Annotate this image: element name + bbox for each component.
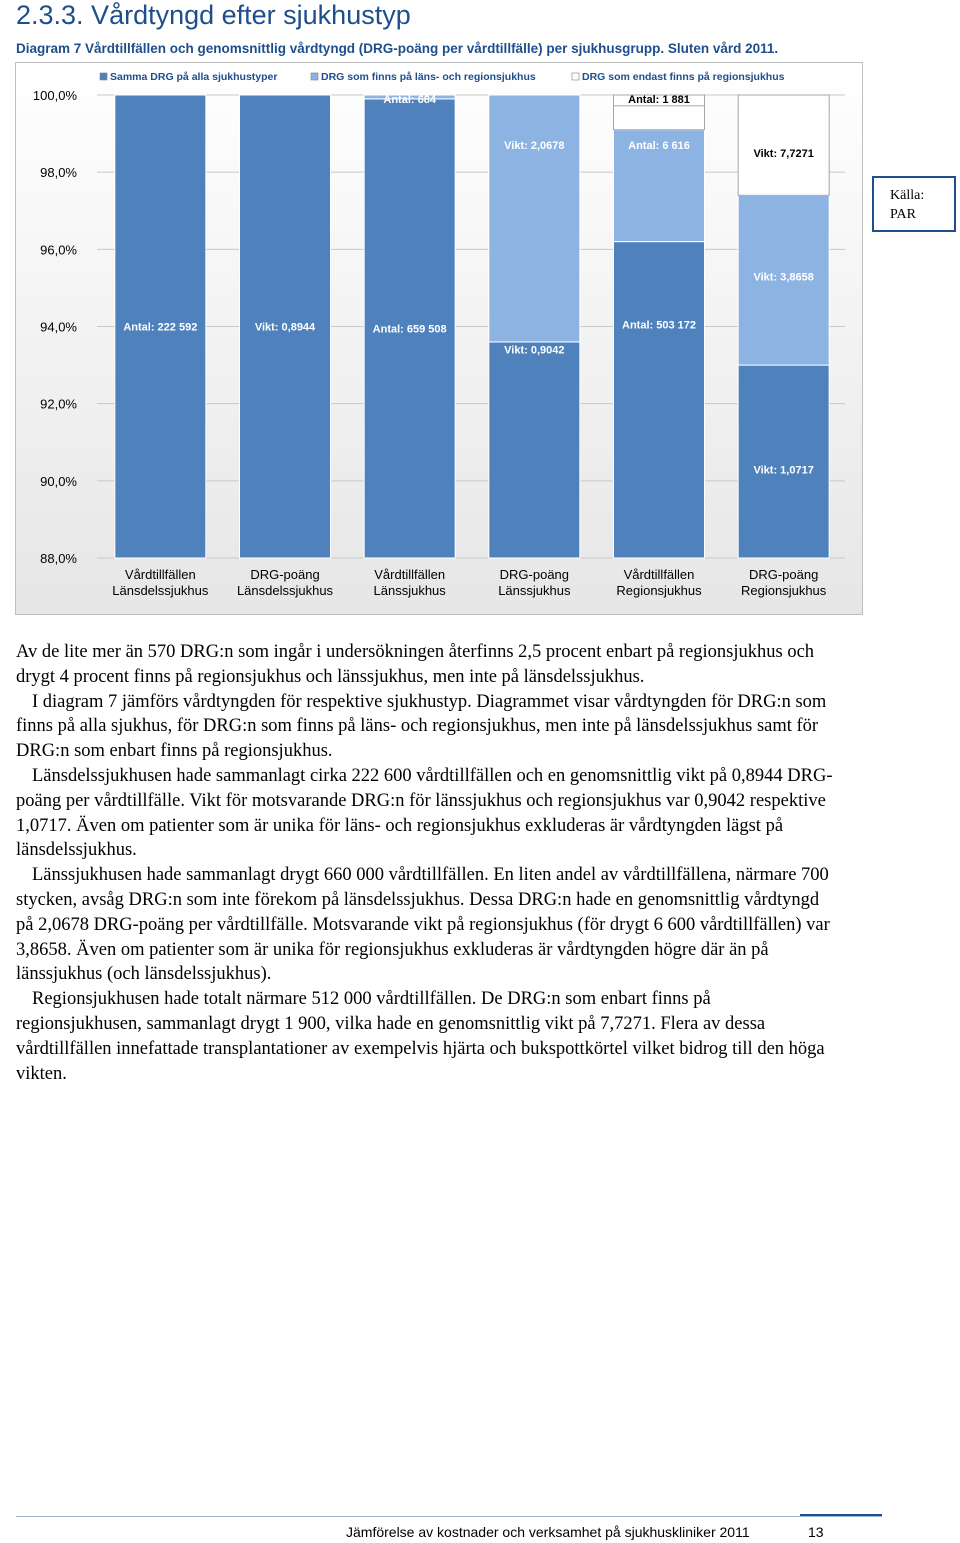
paragraph-4: Länssjukhusen hade sammanlagt drygt 660 000 vårdtillfällen. En liten andel av vårdtillfällena, närmare 700 stycken, avsåg DRG:n som inte förekom på länsdelssjukhus. Dessa DRG:n hade en genomsnittlig vårdtyngd på 2,0678 DRG-poäng per vårdtillfälle. Motsvarande vikt på regionsjukhus (för drygt 6 600 vårdtillfällen) var 3,8658. Även om patienter som är unika för regionsjukhus exkluderas är vårdtyngden högre där än på länssjukhus (och länsdelssjukhus). <box>16 865 830 985</box>
x-tick-label: Länsdelssjukhus <box>112 583 209 598</box>
stacked-bar-chart <box>15 62 863 615</box>
chart-caption: Diagram 7 Vårdtillfällen och genomsnittlig vårdtyngd (DRG-poäng per vårdtillfälle) per sjukhusgrupp. Sluten vård 2011. <box>16 41 779 56</box>
y-tick-label: 88,0% <box>40 551 77 566</box>
y-tick-label: 92,0% <box>40 396 77 412</box>
data-label: Antal: 6 616 <box>628 140 690 153</box>
data-label: Antal: 684 <box>383 93 436 106</box>
legend-label: DRG som endast finns på regionsjukhus <box>582 71 785 83</box>
data-label: Antal: 503 172 <box>622 319 696 332</box>
bar-segment <box>738 365 829 558</box>
footer-title: Jämförelse av kostnader och verksamhet på sjukhuskliniker 2011 <box>346 1524 750 1540</box>
legend-label: Samma DRG på alla sjukhustyper <box>110 71 278 83</box>
paragraph-2: I diagram 7 jämförs vårdtyngden för respektive sjukhustyp. Diagrammet visar vårdtyngden för DRG:n som finns på alla sjukhus, för DRG:n som finns på läns- och regionsjukhus, men inte på länsdelssjukhus samt för DRG:n som enbart finns på regionsjukhus. <box>16 691 827 762</box>
section-heading: 2.3.3. Vårdtyngd efter sjukhustyp <box>16 0 411 30</box>
chart-legend <box>100 71 785 83</box>
source-label: Källa: <box>890 188 925 203</box>
data-label: Vikt: 0,8944 <box>254 321 316 334</box>
y-tick-label: 96,0% <box>40 242 77 258</box>
x-tick-label: Länsdelssjukhus <box>236 583 334 598</box>
footer-divider <box>16 1516 882 1517</box>
data-label: Vikt: 3,8658 <box>753 271 814 284</box>
x-tick-label: Vårdtillfällen <box>124 567 196 582</box>
bar-segment <box>614 242 705 558</box>
y-tick-label: 94,0% <box>40 319 77 335</box>
x-tick-label: Regionsjukhus <box>616 583 702 598</box>
legend-swatch <box>100 73 107 80</box>
paragraph-3: Länsdelssjukhusen hade sammanlagt cirka 222 600 vårdtillfällen och en genomsnittlig vikt på 0,8944 DRG-poäng per vårdtillfälle. Vikt för motsvarande DRG:n för länssjukhus och regionsjukhus var 0,9042 respektive 1,0717. Även om patienter som är unika för läns- och regionsjukhus exkluderas är vårdtyngden lägst på länsdelssjukhus. <box>16 765 833 861</box>
y-tick-label: 98,0% <box>40 165 77 181</box>
x-tick-label: DRG-poäng <box>748 567 819 582</box>
x-tick-label: Regionsjukhus <box>741 583 827 598</box>
legend-label: DRG som finns på läns- och regionsjukhus <box>321 71 536 83</box>
data-label: Vikt: 2,0678 <box>504 140 565 153</box>
paragraph-1: Av de lite mer än 570 DRG:n som ingår i undersökningen återfinns 2,5 procent enbart på regionsjukhus och drygt 4 procent finns på regionsjukhus och länssjukhus, men inte på länsdelssjukhus. <box>16 642 815 687</box>
x-tick-label: Länssjukhus <box>373 583 446 598</box>
body-text <box>16 640 836 1086</box>
bar-segment <box>738 95 829 195</box>
data-label: Vikt: 0,9042 <box>504 344 565 357</box>
source-value: PAR <box>890 207 916 222</box>
paragraph-5: Regionsjukhusen hade totalt närmare 512 000 vårdtillfällen. De DRG:n som enbart finns på regionsjukhusen, sammanlagt drygt 1 900, vilka hade en genomsnittlig vikt på 7,7271. Flera av dessa vårdtillfällen innefattade transplantationer av exempelvis hjärta och bukspottkörtel vilket bidrog till den höga vikten. <box>16 989 825 1084</box>
legend-swatch <box>311 73 318 80</box>
page-number: 13 <box>808 1524 824 1540</box>
source-note <box>872 176 956 232</box>
data-label: Antal: 222 592 <box>123 321 198 334</box>
x-tick-label: Vårdtillfällen <box>374 567 446 582</box>
x-tick-label: Vårdtillfällen <box>623 567 695 582</box>
data-label: Antal: 1 881 <box>628 93 690 106</box>
data-label: Vikt: 1,0717 <box>753 464 814 477</box>
x-tick-label: DRG-poäng <box>499 567 570 582</box>
footer-accent <box>800 1514 882 1516</box>
bar-segment <box>489 342 580 558</box>
y-tick-label: 100,0% <box>32 88 77 103</box>
legend-swatch <box>572 73 579 80</box>
data-label: Antal: 659 508 <box>372 323 447 336</box>
bar-segment <box>489 95 580 342</box>
data-label: Vikt: 7,7271 <box>753 147 814 160</box>
x-tick-label: Länssjukhus <box>498 583 571 598</box>
x-tick-label: DRG-poäng <box>250 567 320 582</box>
y-tick-label: 90,0% <box>40 473 77 489</box>
